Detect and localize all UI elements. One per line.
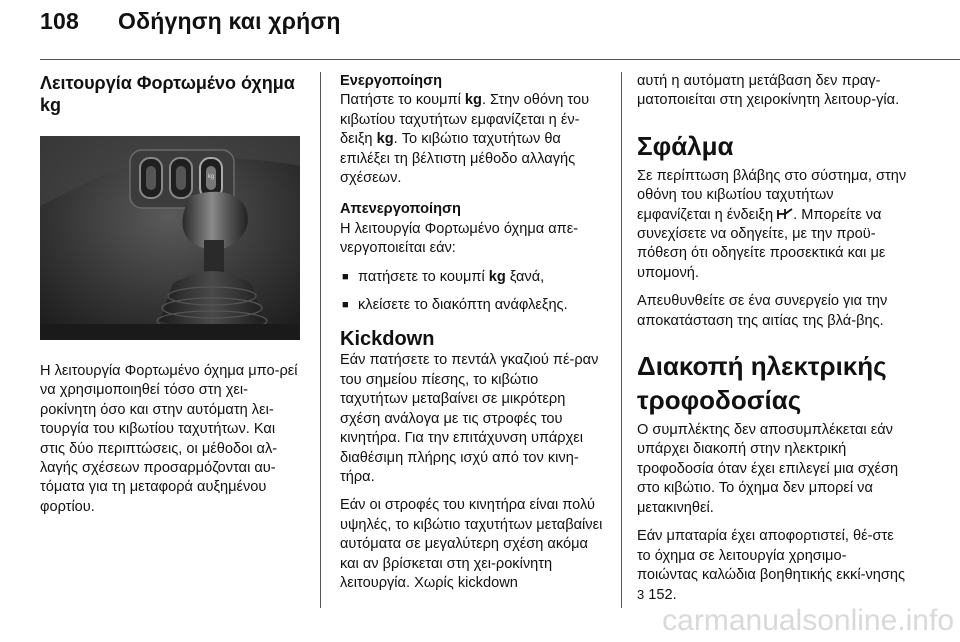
kickdown-heading: Kickdown [340, 328, 435, 351]
kg-symbol: kg [464, 92, 482, 109]
column-3 [637, 72, 907, 615]
kickdown-continuation: αυτή η αυτόματη μετάβαση δεν πραγ-ματοποιείται στη χειροκίνητη λειτουρ-γία. [637, 73, 900, 109]
page-header [40, 8, 341, 35]
bullet-icon: ■ [342, 270, 349, 283]
gear-lever-photo [40, 136, 300, 340]
deactivation-title: Απενεργοποίηση [340, 201, 461, 218]
deactivation-list [340, 268, 608, 316]
header-divider [40, 59, 960, 60]
error-text-1: Σε περίπτωση βλάβης στο σύστημα, στην οθόνη του κιβωτίου ταχυτήτων εμφανίζεται η ένδειξη . Μπορείτε να συνεχίσετε να οδηγείτε, με την προϋ-πόθεση ότι οδηγείτε προσεκτικά και με υπομονή. [637, 167, 907, 281]
bullet-icon: ■ [342, 299, 349, 312]
column-divider-2 [621, 72, 622, 608]
kg-symbol: kg [376, 131, 394, 148]
gearbox-fault-icon [777, 208, 793, 220]
page-number: 108 [40, 8, 79, 34]
power-interruption-heading: Διακοπή ηλεκτρικής τροφοδοσίας [637, 351, 887, 416]
column-1 [40, 72, 304, 526]
watermark: carmanualsonline.info [662, 604, 954, 637]
error-heading: Σφάλμα [637, 130, 734, 161]
kg-symbol: kg [488, 268, 506, 285]
deactivation-text: Η λειτουργία Φορτωμένο όχημα απε-νεργοποιείται εάν: [340, 220, 579, 257]
error-text-2: Απευθυνθείτε σε ένα συνεργείο για την αποκατάσταση της αιτίας της βλά-βης. [637, 293, 888, 329]
power-text-2: Εάν μπαταρία έχει αποφορτιστεί, θέ-στε το όχημα σε λειτουργία χρησιμο-ποιώντας καλώδια βοηθητικής εκκί-νησης 3 152. [637, 528, 906, 604]
kickdown-text-1: Εάν πατήσετε το πεντάλ γκαζιού πέ-ραν του σημείου πίεσης, το κιβώτιο ταχυτήτων μεταβαίνει σε μικρότερη σχέση ανάλογα με τις στροφές του κινητήρα. Για την επιτάχυνση υπάρχει διαθέσιμη πλήρης ισχύ από τον κινη-τήρα. [340, 352, 599, 485]
page-reference-arrow-icon[interactable]: 3 [637, 587, 645, 603]
power-text-1: Ο συμπλέκτης δεν αποσυμπλέκεται εάν υπάρχει διακοπή στην ηλεκτρική τροφοδοσία όταν έχει επιλεγεί μια σχέση στο κιβώτιο. Το όχημα δεν μπορεί να μετακινηθεί. [637, 422, 899, 516]
activation-title: Ενεργοποίηση [340, 73, 442, 89]
list-item: ■ κλείσετε το διακόπτη ανάφλεξης. [340, 296, 608, 315]
kickdown-text-2: Εάν οι στροφές του κινητήρα είναι πολύ υψηλές, το κιβώτιο ταχυτήτων μεταβαίνει αυτόματα σε μεγαλύτερη σχέση ακόμα και αν βρίσκεται στη χει-ροκίνητη λειτουργία. Χωρίς kickdown [340, 497, 603, 591]
loaded-vehicle-description: Η λειτουργία Φορτωμένο όχημα μπο-ρεί να χρησιμοποιηθεί τόσο στη χει-ροκίνητη όσο και στην αυτόματη λει-τουργία του κιβωτίου ταχυτήτων. Και στις δύο περιπτώσεις, οι μέθοδοι αλ-λαγής σχέσεων προσαρμόζονται αυ-τόματα για τη μεταφορά αυξημένου φορτίου. [40, 363, 298, 515]
column-divider-1 [320, 72, 321, 608]
column-2 [340, 72, 608, 602]
page-section-title: Οδήγηση και χρήση [118, 8, 341, 34]
section-heading-loaded-vehicle: Λειτουργία Φορτωμένο όχημα kg [40, 73, 295, 115]
svg-text:kg: kg [207, 174, 215, 180]
activation-text: Πατήστε το κουμπί kg. Στην οθόνη του κιβωτίου ταχυτήτων εμφανίζεται η έν-δειξη kg. Το κιβώτιο ταχυτήτων θα επιλέξει τη βέλτιστη μέθοδο αλλαγής σχέσεων. [340, 92, 590, 187]
list-item: ■ πατήσετε το κουμπί kg ξανά, [340, 268, 608, 287]
